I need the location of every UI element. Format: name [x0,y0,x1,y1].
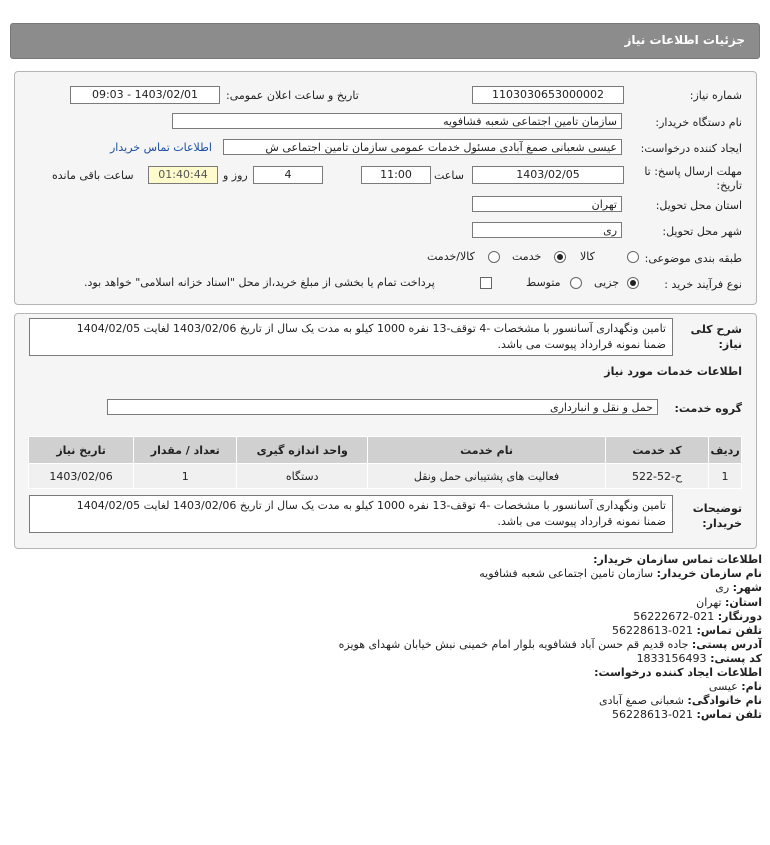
contact-org: نام سازمان خریدار: سازمان تامین اجتماعی شعبه فشافویه [479,567,762,580]
service-group-field[interactable]: حمل و نقل و انبارداری [107,399,658,415]
buyer-notes-label-1: توضیحات [692,502,742,515]
deadline-date-field[interactable]: 1403/02/05 [472,166,624,184]
category-radio-service[interactable] [554,251,566,263]
services-table [28,436,742,489]
category-option-goods: کالا [580,250,595,263]
service-group-label: گروه خدمت: [674,402,742,415]
table-row [29,464,742,489]
process-radio-minor[interactable] [627,277,639,289]
summary-label-2: نیاز: [718,338,742,351]
creator-last-name: نام خانوادگی: شعبانی صمغ آبادی [598,694,762,707]
summary-line-1: تامین ونگهداری آسانسور با مشخصات -4 توقف-13 نفره 1000 کیلو به مدت یک سال از تاریخ 1403/02/06 لغایت 1404/02/05 [76,322,666,335]
buyer-notes-line-2: ضمنا نمونه قرارداد پیوست می باشد. [497,515,666,528]
buyer-notes-description [29,495,673,533]
treasury-payment-checkbox[interactable] [480,277,492,289]
cell-service-name: فعالیت های پشتیبانی حمل ونقل [368,464,606,489]
contact-address: آدرس پستی: جاده قدیم قم حسن آباد فشافویه بلوار امام خمینی نبش خیابان شهدای هویزه [338,638,762,651]
page-title: جزئیات اطلاعات نیاز [624,33,745,47]
need-number-label: شماره نیاز: [689,89,742,102]
process-option-minor: جزیی [594,276,620,289]
summary-description [29,318,673,356]
deadline-label-2: تاریخ: [716,179,742,192]
cell-unit: دستگاه [237,464,368,489]
announce-label: تاریخ و ساعت اعلان عمومی: [226,89,359,102]
col-service-code: کد خدمت [605,437,708,464]
col-quantity: تعداد / مقدار [134,437,237,464]
creator-title: اطلاعات ایجاد کننده درخواست: [594,666,762,679]
contact-province: استان: تهران [696,596,762,609]
contact-city: شهر: ری [715,581,762,594]
deadline-label-1: مهلت ارسال پاسخ: تا [644,165,742,178]
process-label: نوع فرآیند خرید : [664,278,742,291]
category-option-service: خدمت [512,250,542,263]
cell-need-date: 1403/02/06 [29,464,134,489]
col-unit: واحد اندازه گیری [237,437,368,464]
contact-phone: تلفن تماس: 021-56228613 [612,624,762,637]
days-remaining-field[interactable]: 4 [253,166,323,184]
buyer-notes-label-2: خریدار: [702,517,742,530]
remaining-time-label: ساعت باقی مانده [52,169,134,182]
days-label: روز و [223,169,248,182]
category-radio-goods-service[interactable] [488,251,500,263]
creator-label: ایجاد کننده درخواست: [640,142,742,155]
deadline-time-field[interactable]: 11:00 [361,166,431,184]
contact-fax: دورنگار: 021-56222672 [633,610,762,623]
category-label: طبقه بندی موضوعی: [644,252,742,265]
buyer-contact-link[interactable]: اطلاعات تماس خریدار [110,141,212,154]
need-number-field[interactable]: 1103030653000002 [472,86,624,104]
announce-field[interactable]: 1403/02/01 - 09:03 [70,86,220,104]
buyer-org-label: نام دستگاه خریدار: [655,116,742,129]
payment-note: پرداخت تمام یا بخشی از مبلغ خرید،از محل "اسناد خزانه اسلامی" خواهد بود. [84,276,435,289]
summary-label-1: شرح کلی [690,323,742,336]
process-radio-medium[interactable] [570,277,582,289]
process-option-medium: متوسط [526,276,561,289]
col-row: ردیف [709,437,742,464]
page-header [10,23,760,59]
buyer-org-field[interactable]: سازمان تامین اجتماعی شعبه فشافویه [172,113,622,129]
creator-phone: تلفن تماس: 021-56228613 [612,708,762,721]
cell-row: 1 [709,464,742,489]
city-field[interactable]: ری [472,222,622,238]
category-radio-goods[interactable] [627,251,639,263]
cell-quantity: 1 [134,464,237,489]
col-need-date: تاریخ نیاز [29,437,134,464]
cell-service-code: ح-52-522 [605,464,708,489]
contact-title: اطلاعات تماس سازمان خریدار: [593,553,762,566]
province-field[interactable]: تهران [472,196,622,212]
creator-first-name: نام: عیسی [708,680,762,693]
remaining-time-field: 01:40:44 [148,166,218,184]
deadline-time-label: ساعت [434,169,464,182]
buyer-notes-line-1: تامین ونگهداری آسانسور با مشخصات -4 توقف-13 نفره 1000 کیلو به مدت یک سال از تاریخ 1403/02/06 لغایت 1404/02/05 [76,499,666,512]
summary-line-2: ضمنا نمونه قرارداد پیوست می باشد. [497,338,666,351]
category-option-goods-service: کالا/خدمت [427,250,475,263]
services-section-title: اطلاعات خدمات مورد نیاز [604,365,742,378]
province-label: استان محل تحویل: [655,199,742,212]
contact-postal: کد پستی: 1833156493 [636,652,762,665]
col-service-name: نام خدمت [368,437,606,464]
creator-field[interactable]: عیسی شعبانی صمغ آبادی مسئول خدمات عمومی سازمان تامین اجتماعی ش [223,139,622,155]
city-label: شهر محل تحویل: [662,225,742,238]
need-details-panel [14,71,757,305]
services-table-header [29,437,742,464]
